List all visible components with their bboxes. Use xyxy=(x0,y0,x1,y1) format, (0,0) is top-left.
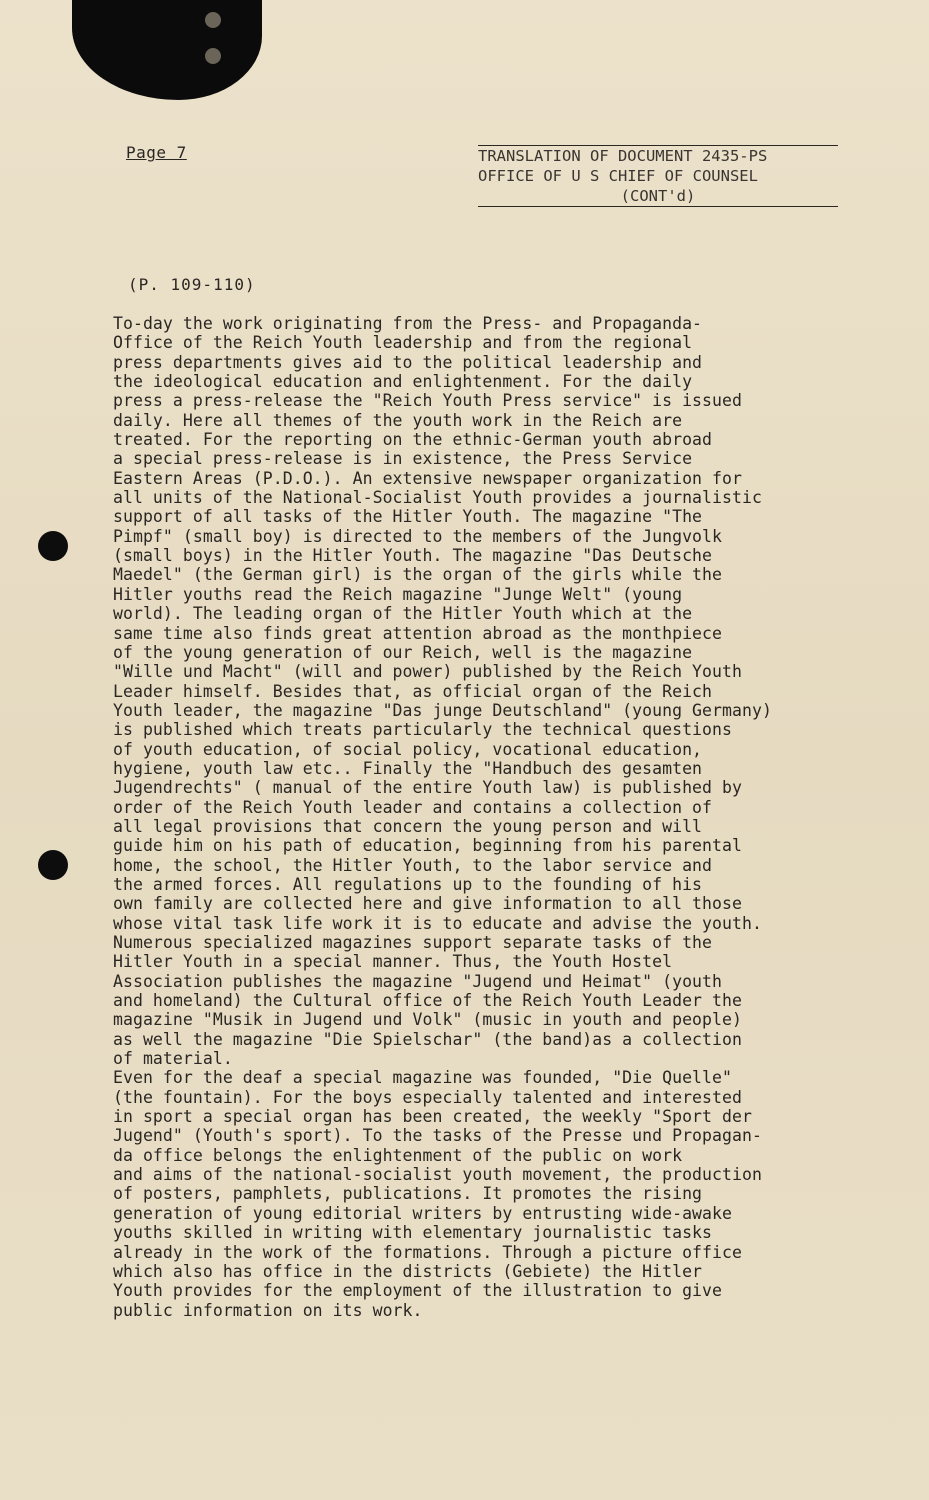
body-line: of youth education, of social policy, vocational education, xyxy=(113,739,703,759)
body-line: Hitler youths read the Reich magazine "Junge Welt" (young xyxy=(113,584,683,604)
body-line: Hitler Youth in a special manner. Thus, the Youth Hostel xyxy=(113,952,673,972)
body-line: the ideological education and enlightenment. For the daily xyxy=(113,372,693,392)
body-line: world). The leading organ of the Hitler Youth which at the xyxy=(113,604,693,624)
body-line: hygiene, youth law etc.. Finally the "Handbuch des gesamten xyxy=(113,758,703,778)
body-line: is published which treats particularly the technical questions xyxy=(113,720,732,740)
body-line: Even for the deaf a special magazine was founded, "Die Quelle" xyxy=(113,1068,732,1088)
body-line: whose vital task life work it is to educate and advise the youth. xyxy=(113,913,762,933)
header-line-3: (CONT'd) xyxy=(478,186,838,207)
body-line: Jugend" (Youth's sport). To the tasks of the Presse und Propagan- xyxy=(113,1126,762,1146)
punch-hole-icon xyxy=(38,531,68,561)
body-line: order of the Reich Youth leader and contains a collection of xyxy=(113,797,713,817)
body-line: Youth leader, the magazine "Das junge Deutschland" (young Germany) xyxy=(113,700,772,720)
body-line: the armed forces. All regulations up to the founding of his xyxy=(113,874,703,894)
body-line: Maedel" (the German girl) is the organ of the girls while the xyxy=(113,565,723,585)
body-line: "Wille und Macht" (will and power) published by the Reich Youth xyxy=(113,662,742,682)
binder-hole-icon xyxy=(205,48,221,64)
body-line: and aims of the national-socialist youth movement, the production xyxy=(113,1165,762,1185)
body-line: Jugendrechts" ( manual of the entire Youth law) is published by xyxy=(113,778,742,798)
body-line: Association publishes the magazine "Jugend und Heimat" (youth xyxy=(113,971,723,991)
body-line: guide him on his path of education, beginning from his parental xyxy=(113,836,742,856)
body-line: Pimpf" (small boy) is directed to the members of the Jungvolk xyxy=(113,526,723,546)
page-label: Page 7 xyxy=(126,143,187,162)
body-line: press departments gives aid to the political leadership and xyxy=(113,352,703,372)
body-line: and homeland) the Cultural office of the Reich Youth Leader the xyxy=(113,991,742,1011)
body-line: generation of young editorial writers by entrusting wide-awake xyxy=(113,1203,732,1223)
body-line: of posters, pamphlets, publications. It promotes the rising xyxy=(113,1184,703,1204)
body-line: press a press-release the "Reich Youth Press service" is issued xyxy=(113,391,742,411)
body-line: Numerous specialized magazines support separate tasks of the xyxy=(113,933,713,952)
body-line: a special press-release is in existence, the Press Service xyxy=(113,449,693,469)
body-line: already in the work of the formations. Through a picture office xyxy=(113,1242,742,1262)
header-line-1: TRANSLATION OF DOCUMENT 2435-PS xyxy=(478,147,768,165)
body-line: Eastern Areas (P.D.O.). An extensive newspaper organization for xyxy=(113,468,742,488)
body-line: treated. For the reporting on the ethnic-German youth abroad xyxy=(113,430,713,450)
body-line: support of all tasks of the Hitler Youth. The magazine "The xyxy=(113,507,703,527)
body-line: own family are collected here and give information to all those xyxy=(113,894,742,914)
body-line: da office belongs the enlightenment of the public on work xyxy=(113,1145,683,1165)
body-line: (the fountain). For the boys especially talented and interested xyxy=(113,1087,742,1107)
body-line: Leader himself. Besides that, as official organ of the Reich xyxy=(113,681,713,701)
page-reference: (P. 109-110) xyxy=(128,275,256,294)
body-line: in sport a special organ has been created, the weekly "Sport der xyxy=(113,1107,752,1127)
body-line: all units of the National-Socialist Youth provides a journalistic xyxy=(113,488,762,508)
body-line: youths skilled in writing with elementary journalistic tasks xyxy=(113,1223,713,1243)
body-line: public information on its work. xyxy=(113,1300,423,1320)
body-line: which also has office in the districts (Gebiete) the Hitler xyxy=(113,1261,703,1281)
body-line: Youth provides for the employment of the illustration to give xyxy=(113,1281,723,1301)
header-line-2: OFFICE OF U S CHIEF OF COUNSEL xyxy=(478,167,758,185)
body-text xyxy=(113,314,888,1320)
body-line: Office of the Reich Youth leadership and from the regional xyxy=(113,333,693,353)
body-line: daily. Here all themes of the youth work in the Reich are xyxy=(113,410,683,430)
binder-hole-icon xyxy=(205,12,221,28)
body-line: of the young generation of our Reich, well is the magazine xyxy=(113,642,693,662)
body-line: To-day the work originating from the Press- and Propaganda- xyxy=(113,314,703,333)
body-line: (small boys) in the Hitler Youth. The magazine "Das Deutsche xyxy=(113,546,713,566)
body-line: as well the magazine "Die Spielschar" (the band)as a collection xyxy=(113,1029,742,1049)
torn-corner xyxy=(72,0,262,100)
body-line: all legal provisions that concern the young person and will xyxy=(113,816,703,836)
body-line: of material. xyxy=(113,1049,233,1069)
body-line: magazine "Musik in Jugend und Volk" (music in youth and people) xyxy=(113,1010,742,1030)
body-line: same time also finds great attention abroad as the monthpiece xyxy=(113,623,723,643)
punch-hole-icon xyxy=(38,850,68,880)
document-header xyxy=(478,145,838,207)
body-line: home, the school, the Hitler Youth, to the labor service and xyxy=(113,855,713,875)
